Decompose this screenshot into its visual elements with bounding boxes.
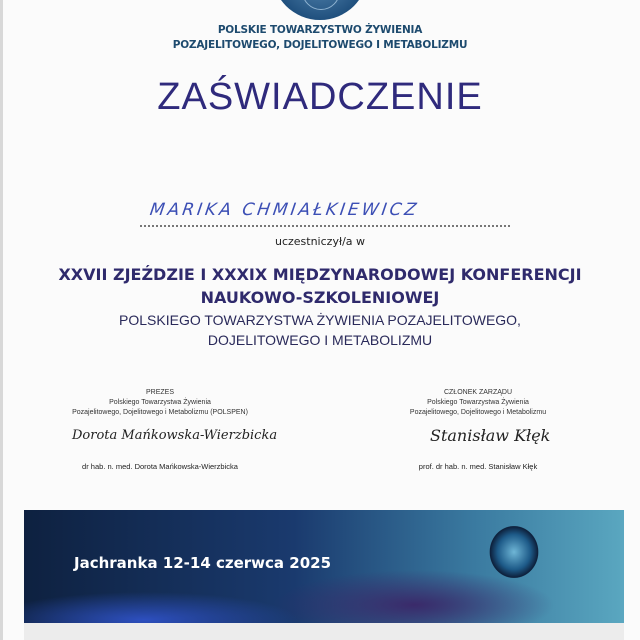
name-dotted-line [140, 225, 510, 227]
signatory-role: PREZES [145, 389, 174, 396]
conference-line4: DOJELITOWEGO I METABOLIZMU [207, 332, 433, 348]
participated-label: uczestniczył/a w [274, 235, 366, 248]
signatory-right-name: prof. dr hab. n. med. Stanisław Kłęk [418, 462, 538, 471]
signatory-org: Pozajelitowego, Dojelitowego i Metabolizmu (POLSPEN) [72, 409, 248, 416]
footer-strip [24, 623, 624, 640]
signatory-org: Polskiego Towarzystwa Żywienia [109, 399, 211, 406]
conference-line3: POLSKIEGO TOWARZYSTWA ŻYWIENIA POZAJELITOWEGO, [119, 312, 521, 328]
signatory-org: Polskiego Towarzystwa Żywienia [427, 399, 529, 406]
org-name-line2: POZAJELITOWEGO, DOJELITOWEGO I METABOLIZMU [172, 39, 468, 51]
certificate-title: ZAŚWIADCZENIE [157, 76, 483, 118]
org-name-line1: POLSKIE TOWARZYSTWO ŻYWIENIA [217, 24, 423, 36]
event-banner [24, 510, 624, 623]
conference-line1: XXVII ZJEŹDZIE I XXXIX MIĘDZYNARODOWEJ KONFERENCJI [58, 265, 582, 284]
signatory-right-title [338, 388, 618, 418]
signatory-left-name: dr hab. n. med. Dorota Mańkowska-Wierzbicka [82, 462, 238, 471]
event-location-date: Jachranka 12-14 czerwca 2025 [74, 554, 332, 572]
signatory-org: Pozajelitowego, Dojelitowego i Metabolizmu [409, 409, 547, 416]
signatory-left-title [20, 388, 300, 418]
signature-left: Dorota Mańkowska-Wierzbicka [72, 428, 278, 443]
signature-right: Stanisław Kłęk [430, 426, 551, 445]
signatory-role: CZŁONEK ZARZĄDU [443, 389, 513, 396]
conference-line2: NAUKOWO-SZKOLENIOWEJ [200, 288, 440, 307]
participant-name: MARIKA CHMIAŁKIEWICZ [148, 200, 421, 220]
society-logo [272, 0, 368, 20]
